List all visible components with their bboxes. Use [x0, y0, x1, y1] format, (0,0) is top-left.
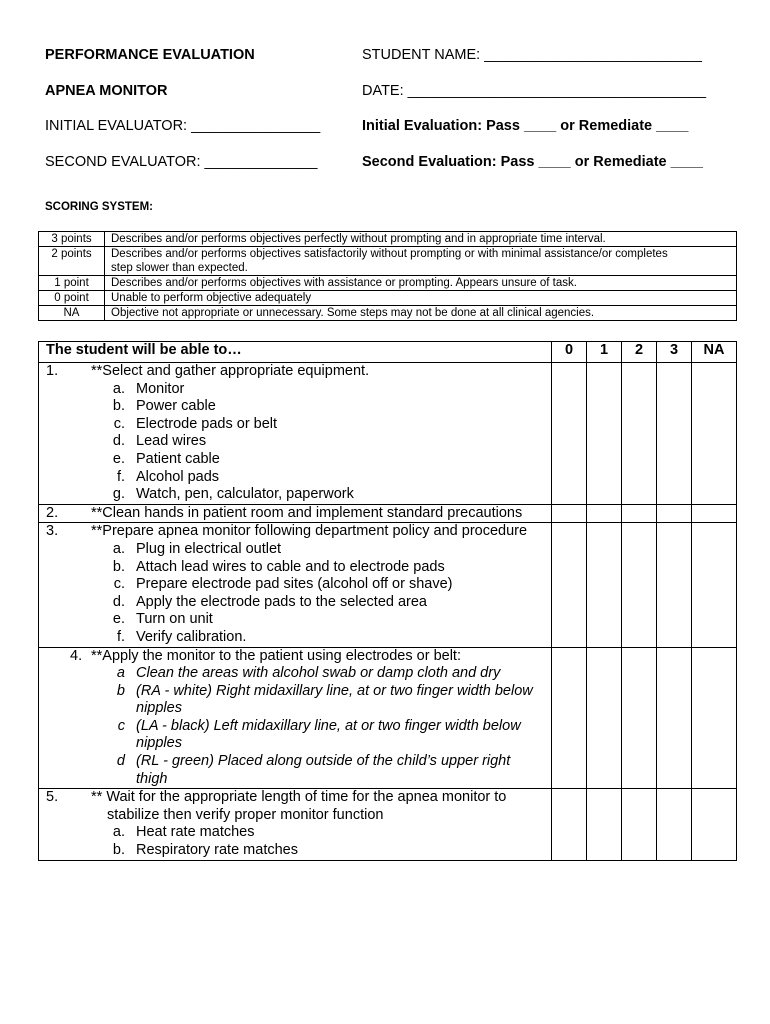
student-name-field[interactable]: STUDENT NAME: ___________________________ — [362, 47, 702, 63]
item-text: Alcohol pads — [136, 468, 220, 485]
scoring-desc: Describes and/or performs objectives perfectly without prompting and in appropriate time interval. — [105, 232, 737, 247]
task-desc — [39, 504, 552, 523]
item-letter: c. — [113, 415, 125, 432]
item-letter: a. — [112, 380, 125, 397]
item-text: Watch, pen, calculator, paperwork — [136, 486, 354, 503]
score-cell[interactable] — [552, 363, 587, 505]
scoring-desc-line: step slower than expected. — [111, 262, 248, 274]
score-cell[interactable] — [587, 647, 622, 789]
task-title: **Apply the monitor to the patient using electrodes or belt: — [91, 647, 461, 664]
scoring-title: SCORING SYSTEM: — [45, 201, 153, 213]
item-text: Clean the areas with alcohol swab or damp cloth and dry — [136, 665, 501, 682]
item-text: thigh — [136, 770, 168, 787]
item-text: Attach lead wires to cable and to electrode pads — [136, 558, 445, 575]
item-text: Heat rate matches — [136, 824, 255, 841]
score-col-na: NA — [692, 342, 737, 363]
task-row — [39, 647, 737, 789]
scoring-row — [39, 232, 737, 247]
scoring-row — [39, 306, 737, 321]
score-cell[interactable] — [622, 789, 657, 860]
item-text: Lead wires — [136, 433, 207, 450]
item-text: Prepare electrode pad sites (alcohol off or shave) — [136, 576, 453, 593]
scoring-points: 1 point — [39, 276, 105, 291]
item-text: Plug in electrical outlet — [136, 540, 282, 557]
task-number: 5. — [46, 789, 59, 806]
scoring-points: 3 points — [39, 232, 105, 247]
task-table — [38, 341, 737, 861]
score-cell[interactable] — [692, 647, 737, 789]
scoring-desc-line: Describes and/or performs objectives satisfactorily without prompting or with minimal assistance/or completes — [111, 248, 668, 260]
item-text: Power cable — [136, 398, 216, 415]
task-number: 1. — [46, 363, 59, 379]
score-cell[interactable] — [622, 523, 657, 647]
task-title: **Clean hands in patient room and implement standard precautions — [91, 504, 523, 521]
score-cell[interactable] — [587, 523, 622, 647]
form-title: PERFORMANCE EVALUATION — [45, 47, 255, 63]
score-cell[interactable] — [692, 789, 737, 860]
scoring-points: NA — [39, 306, 105, 321]
score-cell[interactable] — [552, 523, 587, 647]
score-cell[interactable] — [657, 504, 692, 523]
score-col-2: 2 — [622, 342, 657, 363]
score-col-1: 1 — [587, 342, 622, 363]
task-row — [39, 504, 737, 523]
score-cell[interactable] — [692, 523, 737, 647]
score-cell[interactable] — [587, 363, 622, 505]
second-evaluator-field[interactable]: SECOND EVALUATOR: ______________ — [45, 154, 318, 170]
item-text: Apply the electrode pads to the selected area — [136, 593, 427, 610]
score-cell[interactable] — [692, 363, 737, 505]
scoring-row — [39, 291, 737, 306]
date-field[interactable]: DATE: _____________________________________ — [362, 83, 707, 99]
score-col-3: 3 — [657, 342, 692, 363]
task-title: **Prepare apnea monitor following department policy and procedure — [91, 523, 528, 540]
task-header-row — [39, 342, 737, 363]
score-cell[interactable] — [657, 363, 692, 505]
score-cell[interactable] — [552, 647, 587, 789]
item-letter: f. — [116, 468, 125, 485]
task-title: **Select and gather appropriate equipment. — [91, 363, 370, 379]
item-letter: d. — [112, 593, 125, 610]
score-col-0: 0 — [552, 342, 587, 363]
task-number: 2. — [46, 504, 59, 521]
score-cell[interactable] — [657, 789, 692, 860]
item-letter: b. — [112, 842, 125, 859]
scoring-row — [39, 276, 737, 291]
item-text: (LA - black) Left midaxillary line, at or two finger width below — [136, 717, 521, 734]
task-row — [39, 363, 737, 505]
item-letter: a. — [112, 540, 125, 557]
item-letter: b. — [112, 558, 125, 575]
task-desc — [39, 647, 552, 789]
item-letter: e. — [112, 450, 125, 467]
item-text: Electrode pads or belt — [136, 415, 278, 432]
scoring-desc: Unable to perform objective adequately — [105, 291, 737, 306]
item-letter: d — [116, 753, 125, 770]
task-title: ** Wait for the appropriate length of time for the apnea monitor to — [91, 789, 507, 806]
item-text: nipples — [136, 735, 182, 752]
item-text: (RA - white) Right midaxillary line, at or two finger width below — [136, 682, 533, 699]
task-row — [39, 523, 737, 647]
task-title: stabilize then verify proper monitor function — [107, 806, 384, 823]
scoring-points: 0 point — [39, 291, 105, 306]
task-desc — [39, 363, 552, 505]
score-cell[interactable] — [552, 789, 587, 860]
item-letter: a — [116, 665, 125, 682]
form-subtitle: APNEA MONITOR — [45, 83, 168, 99]
item-text: nipples — [136, 700, 182, 717]
task-number: 3. — [46, 523, 59, 540]
item-letter: a. — [112, 824, 125, 841]
score-cell[interactable] — [657, 523, 692, 647]
item-letter: b — [116, 682, 125, 699]
item-letter: g. — [112, 486, 125, 503]
score-cell[interactable] — [587, 504, 622, 523]
item-text: Turn on unit — [136, 611, 213, 628]
task-desc — [39, 789, 552, 860]
item-text: Patient cable — [136, 450, 220, 467]
scoring-desc — [105, 247, 737, 276]
task-desc — [39, 523, 552, 647]
item-text: Monitor — [136, 380, 185, 397]
item-letter: c — [117, 717, 125, 734]
initial-evaluator-field[interactable]: INITIAL EVALUATOR: ________________ — [45, 118, 321, 134]
initial-evaluation-field[interactable]: Initial Evaluation: Pass ____ or Remediate ____ — [362, 118, 689, 134]
item-letter: e. — [112, 611, 125, 628]
scoring-desc: Objective not appropriate or unnecessary. Some steps may not be done at all clinical agencies. — [105, 306, 737, 321]
item-letter: c. — [113, 576, 125, 593]
score-cell[interactable] — [622, 647, 657, 789]
scoring-row — [39, 247, 737, 276]
task-number: 4. — [70, 647, 83, 664]
score-cell[interactable] — [622, 504, 657, 523]
score-cell[interactable] — [692, 504, 737, 523]
scoring-table — [38, 231, 737, 321]
scoring-points: 2 points — [39, 247, 105, 276]
second-evaluation-field[interactable]: Second Evaluation: Pass ____ or Remediate ____ — [362, 154, 703, 170]
item-text: Verify calibration. — [136, 628, 247, 645]
task-row — [39, 789, 737, 860]
item-text: Respiratory rate matches — [136, 842, 298, 859]
item-letter: b. — [112, 398, 125, 415]
scoring-desc: Describes and/or performs objectives with assistance or prompting. Appears unsure of task. — [105, 276, 737, 291]
task-header: The student will be able to… — [39, 342, 552, 363]
score-cell[interactable] — [657, 647, 692, 789]
item-letter: f. — [116, 628, 125, 645]
score-cell[interactable] — [587, 789, 622, 860]
score-cell[interactable] — [552, 504, 587, 523]
item-letter: d. — [112, 433, 125, 450]
score-cell[interactable] — [622, 363, 657, 505]
item-text: (RL - green) Placed along outside of the child’s upper right — [136, 753, 511, 770]
